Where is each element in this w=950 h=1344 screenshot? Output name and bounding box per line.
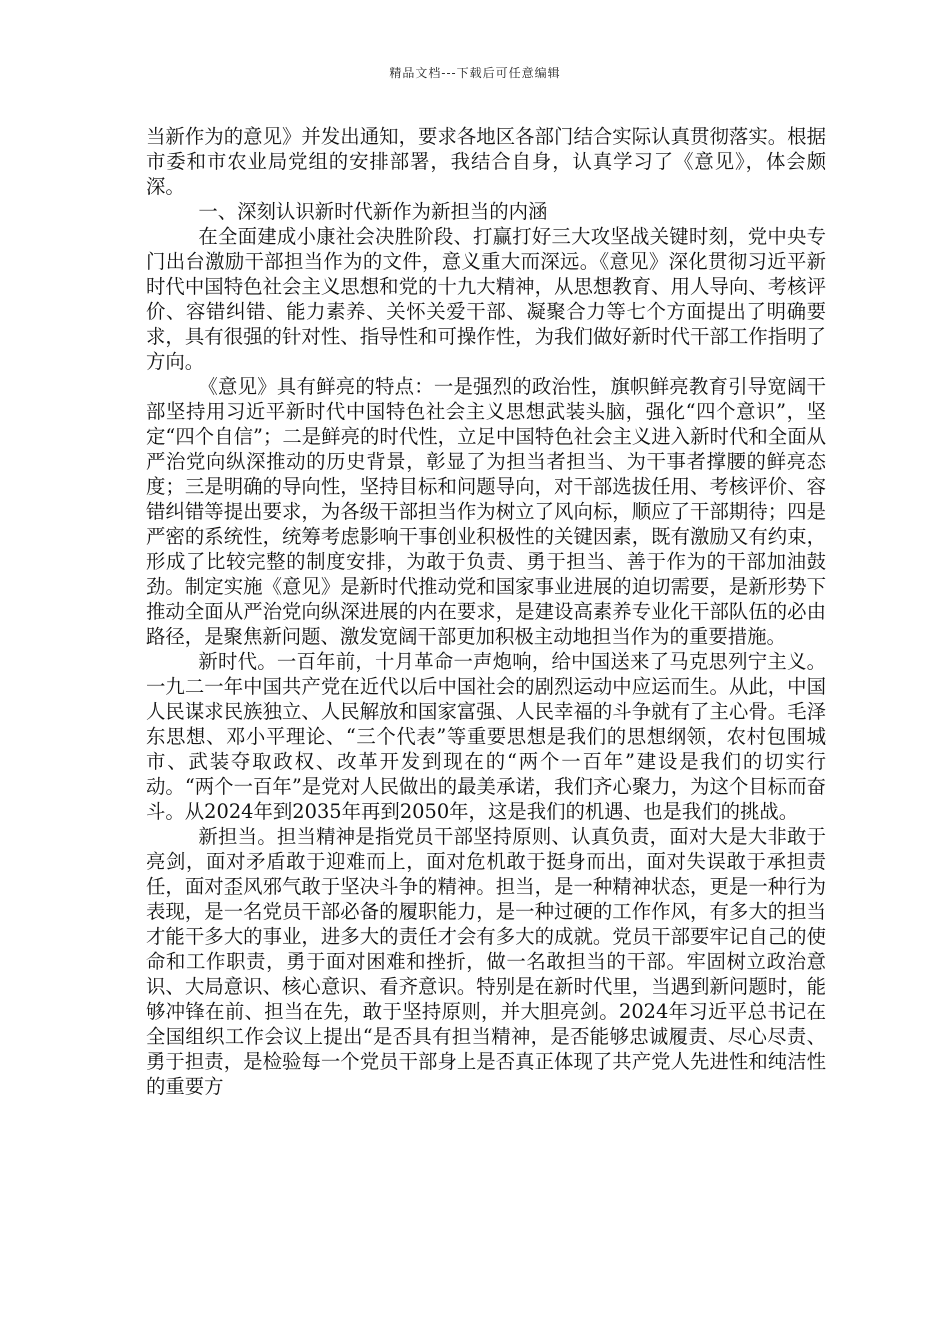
paragraph: 在全面建成小康社会决胜阶段、打赢打好三大攻坚战关键时刻，党中央专门出台激励干部担当作为的文件，意义重大而深远。《意见》深化贯彻习近平新时代中国特色社会主义思想和党的十九大精神，从思想教育、用人导向、考核评价、容错纠错、能力素养、关怀关爱干部、凝聚合力等七个方面提出了明确要求，具有很强的针对性、指导性和可操作性，为我们做好新时代干部工作指明了方向。 bbox=[146, 225, 826, 373]
paragraph: 新担当。担当精神是指党员干部坚持原则、认真负责，面对大是大非敢于亮剑，面对矛盾敢于迎难而上，面对危机敢于挺身而出，面对失误敢于承担责任，面对歪风邪气敢于坚决斗争的精神。担当，是一种精神状态，更是一种行为表现，是一名党员干部必备的履职能力，是一种过硬的工作作风，有多大的担当才能干多大的事业，进多大的责任才会有多大的成就。党员干部要牢记自己的使命和工作职责，勇于面对困难和挫折，做一名敢担当的干部。牢固树立政治意识、大局意识、核心意识、看齐意识。特别是在新时代里，当遇到新问题时，能够冲锋在前、担当在先，敢于坚持原则，并大胆亮剑。2024年习近平总书记在全国组织工作会议上提出“是否具有担当精神，是否能够忠诚履责、尽心尽责、勇于担责，是检验每一个党员干部身上是否真正体现了共产党人先进性和纯洁性的重要方 bbox=[146, 825, 826, 1098]
section-heading: 一、深刻认识新时代新作为新担当的内涵 bbox=[198, 200, 548, 223]
paragraph-intro: 当新作为的意见》并发出通知，要求各地区各部门结合实际认真贯彻落实。根据市委和市农业局党组的安排部署，我结合自身，认真学习了《意见》，体会颇深。 bbox=[146, 125, 826, 198]
paragraph: 《意见》具有鲜亮的特点：一是强烈的政治性，旗帜鲜亮教育引导宽阔干部坚持用习近平新时代中国特色社会主义思想武装头脑，强化“四个意识”，坚定“四个自信”；二是鲜亮的时代性，立足中国特色社会主义进入新时代和全面从严治党向纵深推动的历史背景，彰显了为担当者担当、为干事者撑腰的鲜亮态度；三是明确的导向性，坚持目标和问题导向，对干部选拔任用、考核评价、容错纠错等提出要求，为各级干部担当作为树立了风向标，顺应了干部期待；四是严密的系统性，统筹考虑影响干事创业积极性的关键因素，既有激励又有约束，形成了比较完整的制度安排，为敢于负责、勇于担当、善于作为的干部加油鼓劲。制定实施《意见》是新时代推动党和国家事业进展的迫切需要，是新形势下推动全面从严治党向纵深进展的内在要求，是建设高素养专业化干部队伍的必由路径，是聚焦新问题、激发宽阔干部更加积极主动地担当作为的重要措施。 bbox=[146, 375, 826, 648]
document-body bbox=[146, 124, 826, 1099]
paragraph: 新时代。一百年前，十月革命一声炮响，给中国送来了马克思列宁主义。一九二一年中国共产党在近代以后中国社会的剧烈运动中应运而生。从此，中国人民谋求民族独立、人民解放和国家富强、人民幸福的斗争就有了主心骨。毛泽东思想、邓小平理论、“三个代表”等重要思想是我们的思想纲领，农村包围城市、武装夺取政权、改革开发到现在的“两个一百年”建设是我们的切实行动。“两个一百年”是党对人民做出的最美承诺，我们齐心聚力，为这个目标而奋斗。从2024年到2035年再到2050年，这是我们的机遇、也是我们的挑战。 bbox=[146, 650, 826, 823]
page-header: 精品文档---下载后可任意编辑 bbox=[389, 66, 561, 80]
